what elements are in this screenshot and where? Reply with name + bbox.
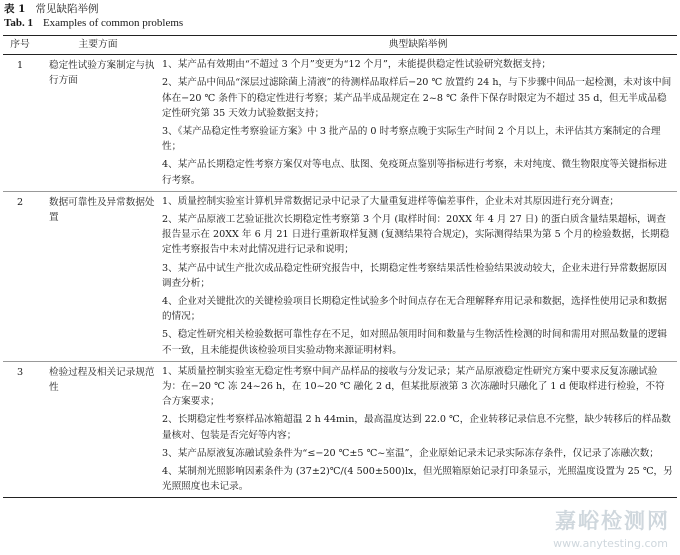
table-caption-cn — [4, 2, 98, 16]
caption-title-cn: 常见缺陷举例 — [35, 3, 99, 15]
defect-item: 2、某产品中间品“深层过滤除菌上清液”的待测样品取样后−20 ℃ 放置约 24 h，与下步骤中间品一起检测，未对该中间体在−20 ℃ 条件下的稳定性进行考察；某产品半成品规定在 2~8 ℃ 条件下保存时限定为不超过 35 d，但无半成品稳定性研究第 35 天效力试验数据支持； — [162, 77, 672, 119]
row-aspect: 稳定性试验方案制定与执行方面 — [37, 55, 159, 192]
row-aspect: 检验过程及相关记录规范性 — [49, 366, 155, 394]
defect-item: 2、长期稳定性考察样品冰箱超温 2 h 44min，最高温度达到 22.0 ℃，企业转移记录信息不完整，缺少转移后的样品数量核对、包装是否完好等内容； — [162, 414, 671, 441]
table-caption-en — [4, 16, 183, 30]
defect-item: 4、某制剂光照影响因素条件为 (37±2)℃/(4 500±500)lx，但光照箱原始记录打印条显示，光照温度设置为 25 ℃，另光照照度也未记录。 — [162, 466, 673, 493]
watermark-url: www.anytesting.com — [553, 537, 668, 550]
row-defects — [159, 55, 677, 192]
row-aspect: 数据可靠性及异常数据处置 — [37, 191, 159, 361]
defect-item: 1、质量控制实验室计算机异常数据记录中记录了大量重复进样等偏差事件，企业未对其原因进行充分调查； — [162, 195, 620, 207]
caption-label-cn: 表 1 — [4, 3, 26, 15]
defect-item: 1、某质量控制实验室无稳定性考察中间产品样品的接收与分发记录；某产品原液稳定性研究方案中要求反复冻融试验为：在−20 ℃ 冻 24~26 h，在 10~20 ℃ 融化 2 d，但某批原液第 3 次冻融时只融化了 1 d 便取样进行检验，不符合方案要求； — [162, 365, 665, 408]
table-row — [3, 55, 677, 192]
table-row — [3, 361, 677, 498]
caption-label-en: Tab. 1 — [4, 17, 33, 29]
header-defects: 典型缺陷举例 — [159, 36, 677, 55]
table-row — [3, 191, 677, 361]
row-defects — [159, 361, 677, 498]
defect-item: 4、某产品长期稳定性考察方案仅对等电点、肽图、免疫斑点鉴别等指标进行考察，未对纯度、微生物限度等关键指标进行考察。 — [162, 159, 667, 186]
defect-item: 3、《某产品稳定性考察验证方案》中 3 批产品的 0 时考察点晚于实际生产时间 2 个月以上，未评估其方案制定的合理性； — [162, 126, 661, 153]
header-seq: 序号 — [3, 36, 37, 55]
row-number: 2 — [3, 191, 37, 361]
defect-item: 4、企业对关键批次的关键检验项目长期稳定性试验多个时间点存在无合理解释弃用记录和数据，选择性使用记录和数据的情况； — [162, 296, 667, 323]
table-header-row — [3, 36, 677, 55]
row-defects — [159, 191, 677, 361]
caption-title-en: Examples of common problems — [42, 17, 184, 29]
defect-item: 5、稳定性研究相关检验数据可靠性存在不足，如对照品领用时间和数量与生物活性检测的时间和需用对照品数量的逻辑不一致，且未能提供该检验项目实验动物来源证明材料。 — [162, 329, 667, 356]
header-aspect: 主要方面 — [37, 36, 159, 55]
defect-item: 3、某产品中试生产批次成品稳定性研究报告中，长期稳定性考察结果活性检验结果波动较大，企业未进行异常数据原因调查分析； — [162, 262, 667, 289]
defect-item: 3、某产品原液复冻融试验条件为“≤−20 ℃±5 ℃~室温”，企业原始记录未记录实际冻存条件，仅记录了冻融次数； — [162, 447, 659, 459]
row-number: 1 — [3, 55, 37, 192]
defect-item: 2、某产品原液工艺验证批次长期稳定性考察第 3 个月 (取样时间：20XX 年 4 月 27 日) 的蛋白质含量结果超标，调查报告显示在 20XX 年 6 月 21 日进行重新取样复测 (复测结果符合规定)，实际测得结果为第 5 个月的检验数据，长期稳定性考察报告中未对此情况进行记录和说明； — [162, 214, 670, 256]
defect-item: 1、某产品有效期由“不超过 3 个月”变更为“12 个月”，未能提供稳定性试验研究数据支持； — [162, 59, 551, 71]
watermark-text: 嘉峪检测网 — [555, 509, 670, 533]
defects-table — [3, 35, 677, 498]
row-number: 3 — [16, 366, 24, 378]
